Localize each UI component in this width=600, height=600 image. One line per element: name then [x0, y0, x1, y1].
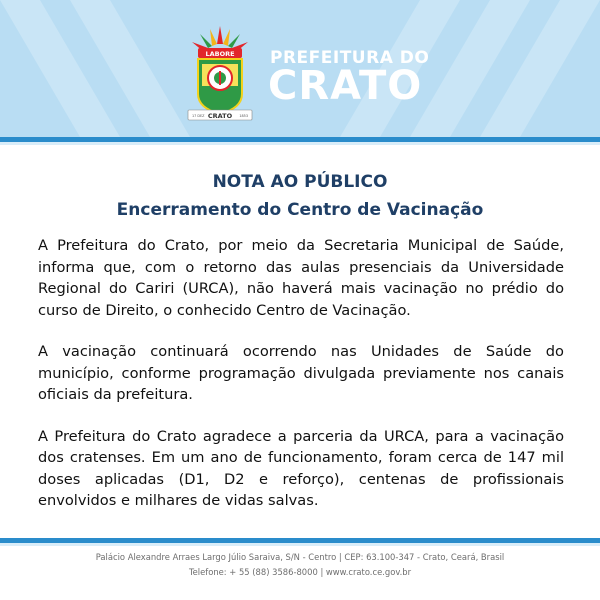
header-divider-light	[0, 142, 600, 145]
crest-year-right: 1853	[239, 114, 248, 118]
header-band	[0, 0, 600, 137]
paragraph-2: A vacinação continuará ocorrendo nas Unidades de Saúde do município, conforme programação divulgada previamente nos canais oficiais da prefeitura.	[38, 343, 564, 403]
crest-year-left: 17 DEZ	[192, 114, 205, 118]
crest-icon	[184, 24, 256, 124]
paragraph-3: A Prefeitura do Crato agradece a parceria da URCA, para a vacinação dos cratenses. Em um ano de funcionamento, foram cerca de 147 mil doses aplicadas (D1, D2 e reforço), centenas de profissionais envolvidos e milhares de vidas salvas.	[38, 427, 564, 509]
crest-ribbon-text: CRATO	[207, 112, 233, 120]
notice-body	[38, 235, 564, 532]
crest-banner-text: LABORE	[205, 50, 235, 58]
notice-subtitle: Encerramento do Centro de Vacinação	[116, 200, 484, 220]
footer-divider-light	[0, 543, 600, 546]
notice-title: NOTA AO PÚBLICO	[212, 172, 388, 192]
paragraph-1: A Prefeitura do Crato, por meio da Secretaria Municipal de Saúde, informa que, com o retorno das aulas presenciais da Universidade Regional do Cariri (URCA), não haverá mais vacinação no prédio do curso de Direito, o conhecido Centro de Vacinação.	[38, 237, 564, 319]
brand-title: CRATO	[268, 63, 423, 109]
footer-contact: Telefone: + 55 (88) 3586-8000 | www.crato.ce.gov.br	[188, 567, 412, 577]
footer-address: Palácio Alexandre Arraes Largo Júlio Saraiva, S/N - Centro | CEP: 63.100-347 - Crato, Ceará, Brasil	[95, 552, 505, 562]
brand-subtitle: PREFEITURA DO	[270, 48, 430, 68]
